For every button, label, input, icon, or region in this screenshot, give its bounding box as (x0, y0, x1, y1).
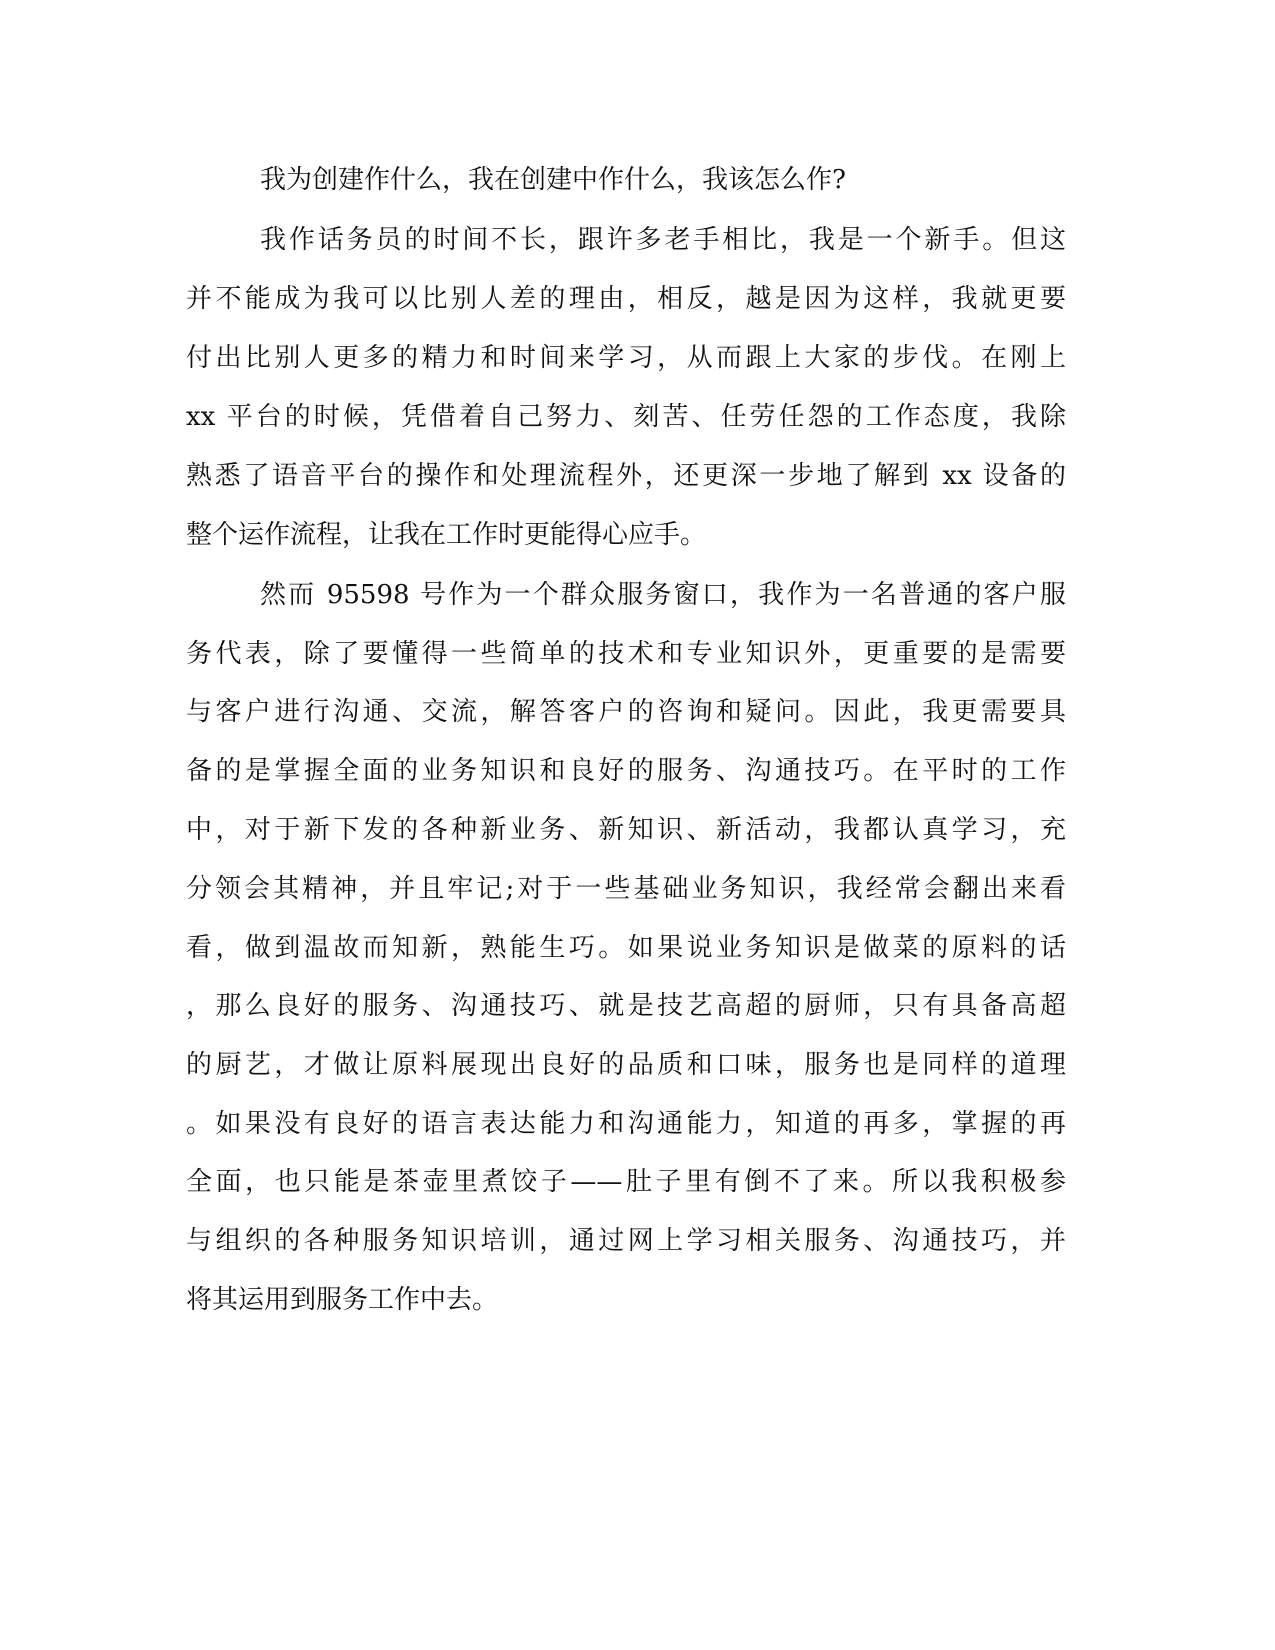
text-line: 我作话务员的时间不长，跟许多老手相比，我是一个新手。但这 (260, 225, 1066, 255)
text-line: 并不能成为我可以比别人差的理由，相反，越是因为这样，我就更要 (186, 284, 1066, 314)
text-line: 付出比别人更多的精力和时间来学习，从而跟上大家的步伐。在刚上 (186, 343, 1066, 373)
text-line: xx 平台的时候，凭借着自己努力、刻苦、任劳任怨的工作态度，我除 (186, 402, 1066, 432)
text-line: 与组织的各种服务知识培训，通过网上学习相关服务、沟通技巧，并 (186, 1226, 1066, 1256)
text-line: 看，做到温故而知新，熟能生巧。如果说业务知识是做菜的原料的话 (186, 933, 1066, 963)
text-line: 的厨艺，才做让原料展现出良好的品质和口味，服务也是同样的道理 (186, 1050, 1066, 1080)
text-line: 备的是掌握全面的业务知识和良好的服务、沟通技巧。在平时的工作 (186, 756, 1066, 786)
text-line: 分领会其精神，并且牢记;对于一些基础业务知识，我经常会翻出来看 (186, 874, 1066, 904)
text-line: 与客户进行沟通、交流，解答客户的咨询和疑问。因此，我更需要具 (186, 697, 1066, 727)
text-line: 中，对于新下发的各种新业务、新知识、新活动，我都认真学习，充 (186, 815, 1066, 845)
text-line: 将其运用到服务工作中去。 (186, 1285, 499, 1315)
text-line: 整个运作流程，让我在工作时更能得心应手。 (186, 520, 707, 550)
text-line: 全面，也只能是茶壶里煮饺子——肚子里有倒不了来。所以我积极参 (186, 1167, 1066, 1197)
text-line: 。如果没有良好的语言表达能力和沟通能力，知道的再多，掌握的再 (186, 1109, 1066, 1139)
text-line: 熟悉了语音平台的操作和处理流程外，还更深一步地了解到 xx 设备的 (186, 461, 1066, 491)
text-line: 务代表，除了要懂得一些简单的技术和专业知识外，更重要的是需要 (186, 639, 1066, 669)
text-line: 我为创建作什么，我在创建中作什么，我该怎么作? (260, 165, 846, 195)
text-line: 然而 95598 号作为一个群众服务窗口，我作为一名普通的客户服 (260, 580, 1066, 610)
text-line: ，那么良好的服务、沟通技巧、就是技艺高超的厨师，只有具备高超 (186, 991, 1066, 1021)
